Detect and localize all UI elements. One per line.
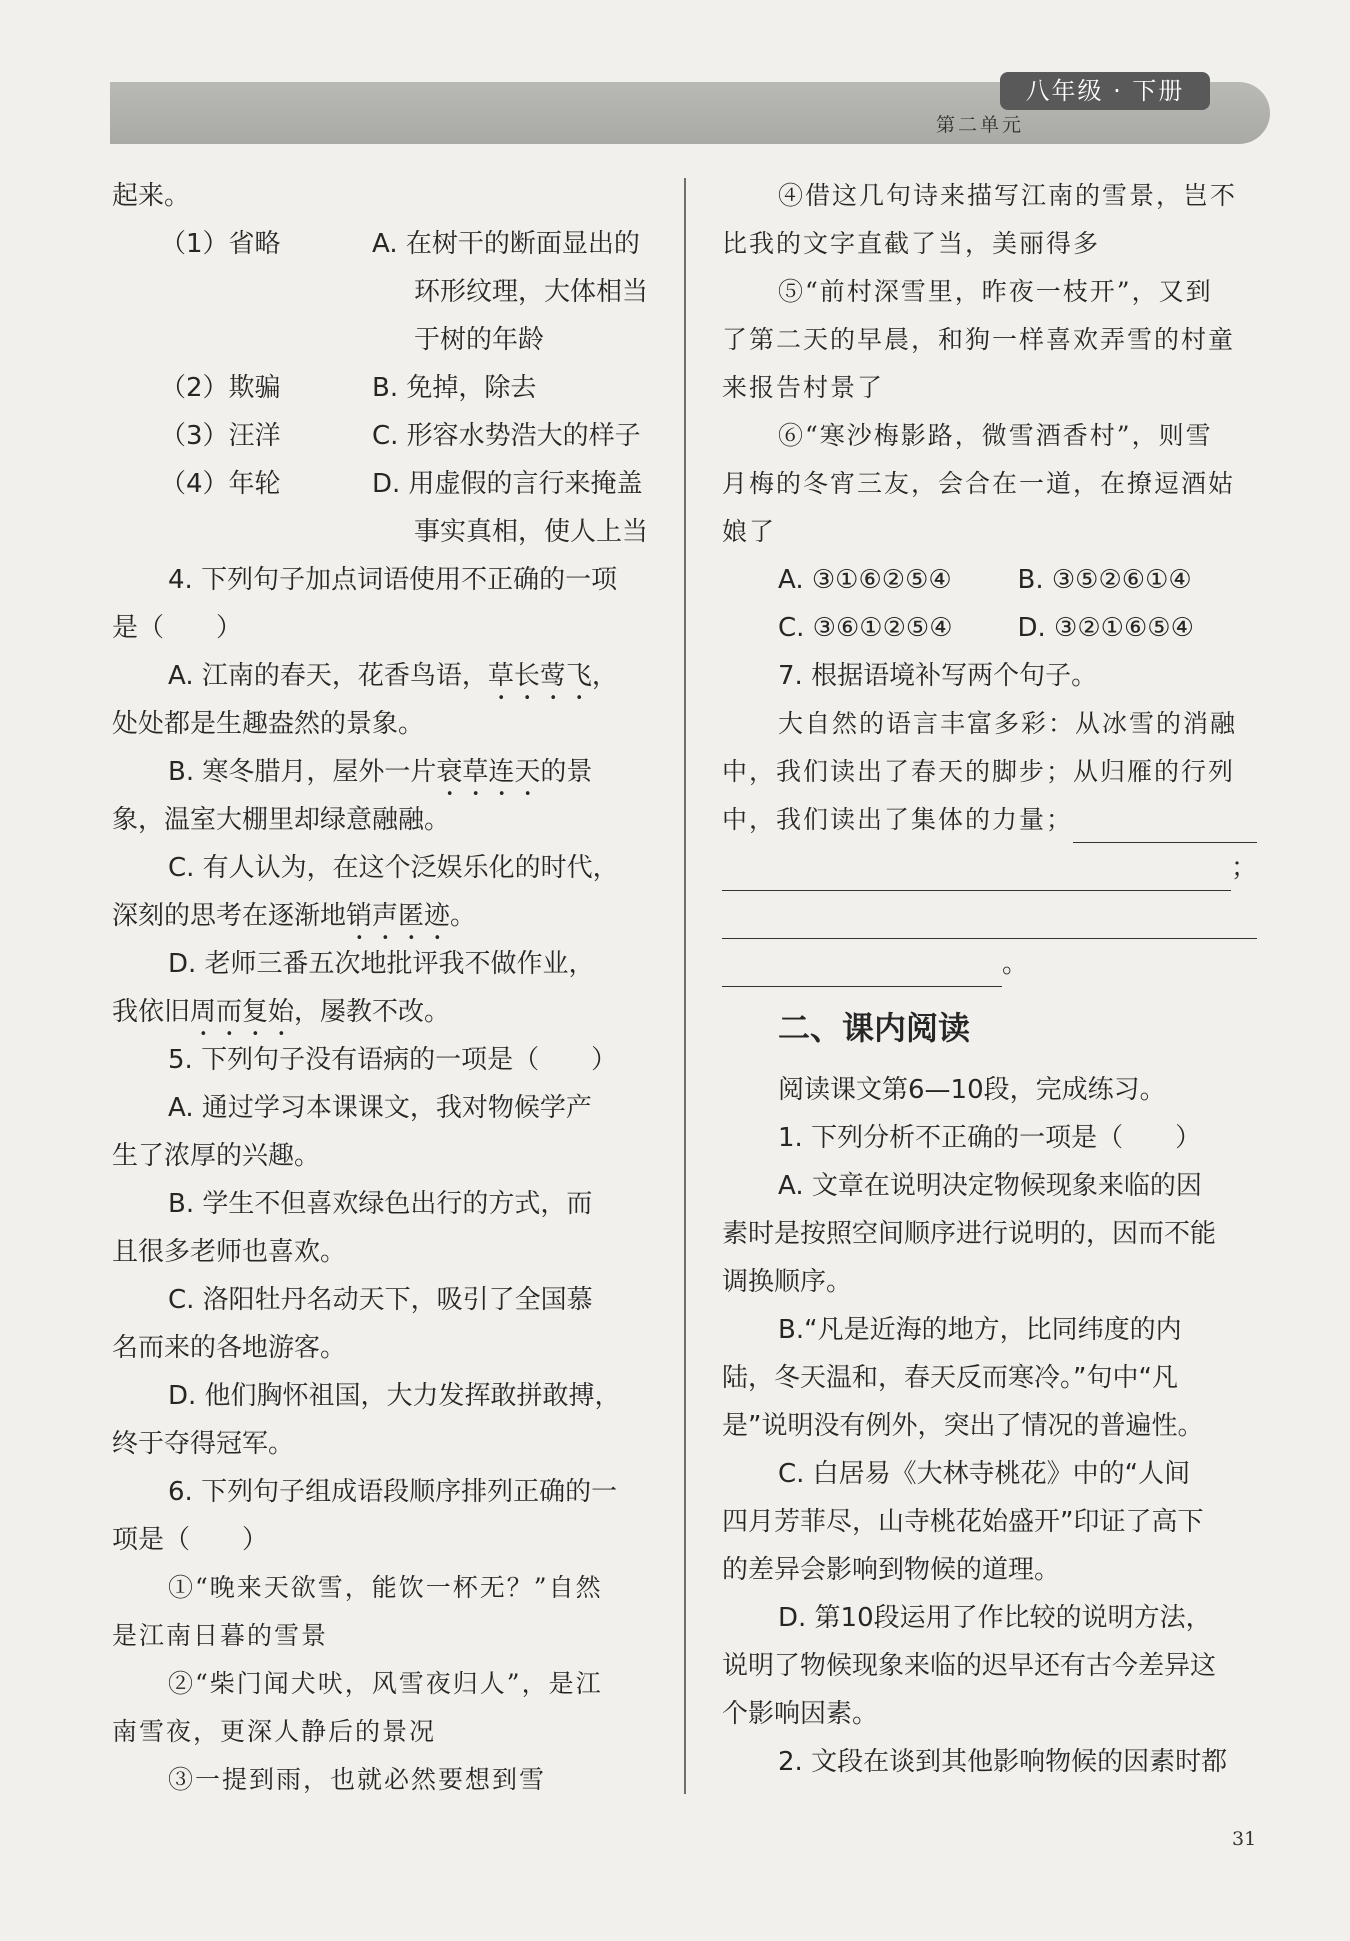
dotted-phrase: 周而复始: [190, 997, 295, 1027]
match-term: （3）汪洋: [160, 421, 281, 451]
options-row: [722, 604, 1257, 652]
match-def: 事实真相，使人上当: [414, 517, 649, 547]
unit-label: 第二单元: [935, 114, 1024, 136]
match-def: C. 形容水势浩大的样子: [372, 421, 641, 451]
question-7-stem: 7. 根据语境补写两个句子。: [778, 661, 1098, 691]
option-a-cont: 素时是按照空间顺序进行说明的，因而不能: [722, 1219, 1217, 1249]
option-c: C. 有人认为，在这个泛娱乐化的时代，: [168, 853, 619, 883]
option-b-cont: 陆，冬天温和，春天反而寒冷。”句中“凡: [722, 1363, 1178, 1393]
text: ，: [591, 661, 618, 691]
option-a: A. ③①⑥②⑤④: [778, 565, 952, 595]
page-number: 31: [1232, 1828, 1257, 1850]
sentence-1-cont: 是江南日暮的雪景: [112, 1621, 329, 1650]
option-d-cont: 终于夺得冠军。: [112, 1429, 295, 1459]
semicolon: ；: [1230, 853, 1257, 883]
option-c: C. ③⑥①②⑤④: [778, 613, 953, 643]
option-a-cont: 调换顺序。: [722, 1267, 853, 1297]
sentence-4: ④借这几句诗来描写江南的雪景，岂不: [778, 181, 1238, 210]
left-column: [112, 172, 652, 1804]
question-6-stem: 6. 下列句子组成语段顺序排列正确的一: [168, 1477, 618, 1507]
match-row: [112, 460, 652, 556]
text: A. 江南的春天，花香鸟语，: [168, 661, 488, 691]
option-b-cont: 是”说明没有例外，突出了情况的普遍性。: [722, 1411, 1204, 1441]
option-c-cont: 名而来的各地游客。: [112, 1333, 347, 1363]
sentence-2: ②“柴门闻犬吠，风雪夜归人”，是江: [168, 1669, 603, 1698]
option-d-cont: 说明了物候现象来临的迟早还有古今差异这: [722, 1651, 1217, 1681]
option-d-cont: [112, 988, 652, 1036]
option-b: B. ③⑤②⑥①④: [1017, 565, 1192, 595]
option-a: A. 通过学习本课课文，我对物候学产: [168, 1093, 592, 1123]
options-row: [722, 556, 1257, 604]
match-row: [112, 364, 652, 412]
sentence-6-cont: 月梅的冬宵三友，会合在一道，在撩逗酒姑: [722, 469, 1236, 498]
match-term: （4）年轮: [160, 469, 281, 499]
column-divider: [684, 178, 686, 1794]
text: B. 寒冬腊月，屋外一片: [168, 757, 437, 787]
sentence-5-cont: 了第二天的早晨，和狗一样喜欢弄雪的村童: [722, 325, 1236, 354]
option-b: [112, 748, 652, 796]
section-title: 二、课内阅读: [778, 1009, 971, 1047]
sentence-1: ①“晚来天欲雪，能饮一杯无？”自然: [168, 1573, 603, 1602]
option-b: B.“凡是近海的地方，比同纬度的内: [778, 1315, 1182, 1345]
question-4-stem: 4. 下列句子加点词语使用不正确的一项: [168, 565, 618, 595]
match-def: B. 免掉，除去: [372, 373, 537, 403]
text-line: 起来。: [112, 181, 191, 211]
answer-line: [722, 940, 1257, 988]
sentence-6: ⑥“寒沙梅影路，微雪酒香村”，则雪: [778, 421, 1213, 450]
option-d: D. ③②①⑥⑤④: [1017, 613, 1194, 643]
option-b-cont: 且很多老师也喜欢。: [112, 1237, 347, 1267]
reading-intro: 阅读课文第6—10段，完成练习。: [778, 1075, 1166, 1105]
match-def: 于树的年龄: [414, 325, 545, 355]
period: 。: [1002, 949, 1029, 979]
option-c-cont: 的差异会影响到物候的道理。: [722, 1555, 1061, 1585]
answer-blank[interactable]: [722, 892, 1257, 939]
match-row: [112, 412, 652, 460]
text: 深刻的思考在逐渐地: [112, 901, 347, 931]
grade-tab: 八年级 · 下册: [1000, 72, 1210, 110]
dotted-phrase: 草长莺飞: [487, 661, 592, 691]
answer-line: [722, 844, 1257, 892]
right-column: [722, 172, 1257, 1786]
option-c-cont: 四月芳菲尽，山寺桃花始盛开”印证了高下: [722, 1507, 1204, 1537]
option-b: B. 学生不但喜欢绿色出行的方式，而: [168, 1189, 593, 1219]
sentence-6-cont: 娘了: [722, 517, 777, 546]
question-2-stem: 2. 文段在谈到其他影响物候的因素时都: [778, 1747, 1228, 1777]
text: 我依旧: [112, 997, 191, 1027]
sentence-2-cont: 南雪夜，更深人静后的景况: [112, 1717, 437, 1746]
question-5-stem: 5. 下列句子没有语病的一项是（ ）: [168, 1045, 618, 1075]
answer-line: [722, 892, 1257, 940]
option-b-cont: 象，温室大棚里却绿意融融。: [112, 805, 451, 835]
option-c: C. 白居易《大林寺桃花》中的“人间: [778, 1459, 1191, 1489]
question-4-stem: 是（ ）: [112, 613, 243, 643]
context-line: 中，我们读出了春天的脚步；从归雁的行列: [722, 757, 1236, 786]
match-def: 环形纹理，大体相当: [414, 277, 649, 307]
option-d: D. 他们胸怀祖国，大力发挥敢拼敢搏，: [168, 1381, 621, 1411]
sentence-4-cont: 比我的文字直截了当，美丽得多: [722, 229, 1101, 258]
option-a-cont: 处处都是生趣盎然的景象。: [112, 709, 425, 739]
option-d: D. 老师三番五次地批评我不做作业，: [168, 949, 595, 979]
text: ，屡教不改。: [294, 997, 451, 1027]
context-line: 大自然的语言丰富多彩：从冰雪的消融: [778, 709, 1238, 738]
dotted-phrase: 衰草连天: [436, 757, 541, 787]
question-6-stem: 项是（ ）: [112, 1525, 269, 1555]
option-a: [112, 652, 652, 700]
match-def: A. 在树干的断面显出的: [372, 229, 640, 259]
answer-blank[interactable]: [722, 844, 1231, 891]
text: 。: [450, 901, 477, 931]
sentence-5-cont: 来报告村景了: [722, 373, 885, 402]
match-term: （2）欺骗: [160, 373, 281, 403]
option-d: D. 第10段运用了作比较的说明方法，: [778, 1603, 1212, 1633]
match-def: D. 用虚假的言行来掩盖: [372, 469, 643, 499]
answer-blank[interactable]: [1073, 796, 1257, 843]
option-d-cont: 个影响因素。: [722, 1699, 879, 1729]
text: 的景: [540, 757, 593, 787]
match-term: （1）省略: [160, 229, 281, 259]
sentence-3: ③一提到雨，也就必然要想到雪: [168, 1765, 547, 1794]
question-1-stem: 1. 下列分析不正确的一项是（ ）: [778, 1123, 1202, 1153]
answer-blank[interactable]: [722, 940, 1002, 987]
text: 中，我们读出了集体的力量；: [722, 805, 1074, 834]
context-line: [722, 796, 1257, 844]
option-c: C. 洛阳牡丹名动天下，吸引了全国慕: [168, 1285, 593, 1315]
option-c-cont: [112, 892, 652, 940]
dotted-phrase: 销声匿迹: [346, 901, 451, 931]
option-a: A. 文章在说明决定物候现象来临的因: [778, 1171, 1202, 1201]
option-a-cont: 生了浓厚的兴趣。: [112, 1141, 321, 1171]
match-row: [112, 220, 652, 364]
sentence-5: ⑤“前村深雪里，昨夜一枝开”，又到: [778, 277, 1213, 306]
